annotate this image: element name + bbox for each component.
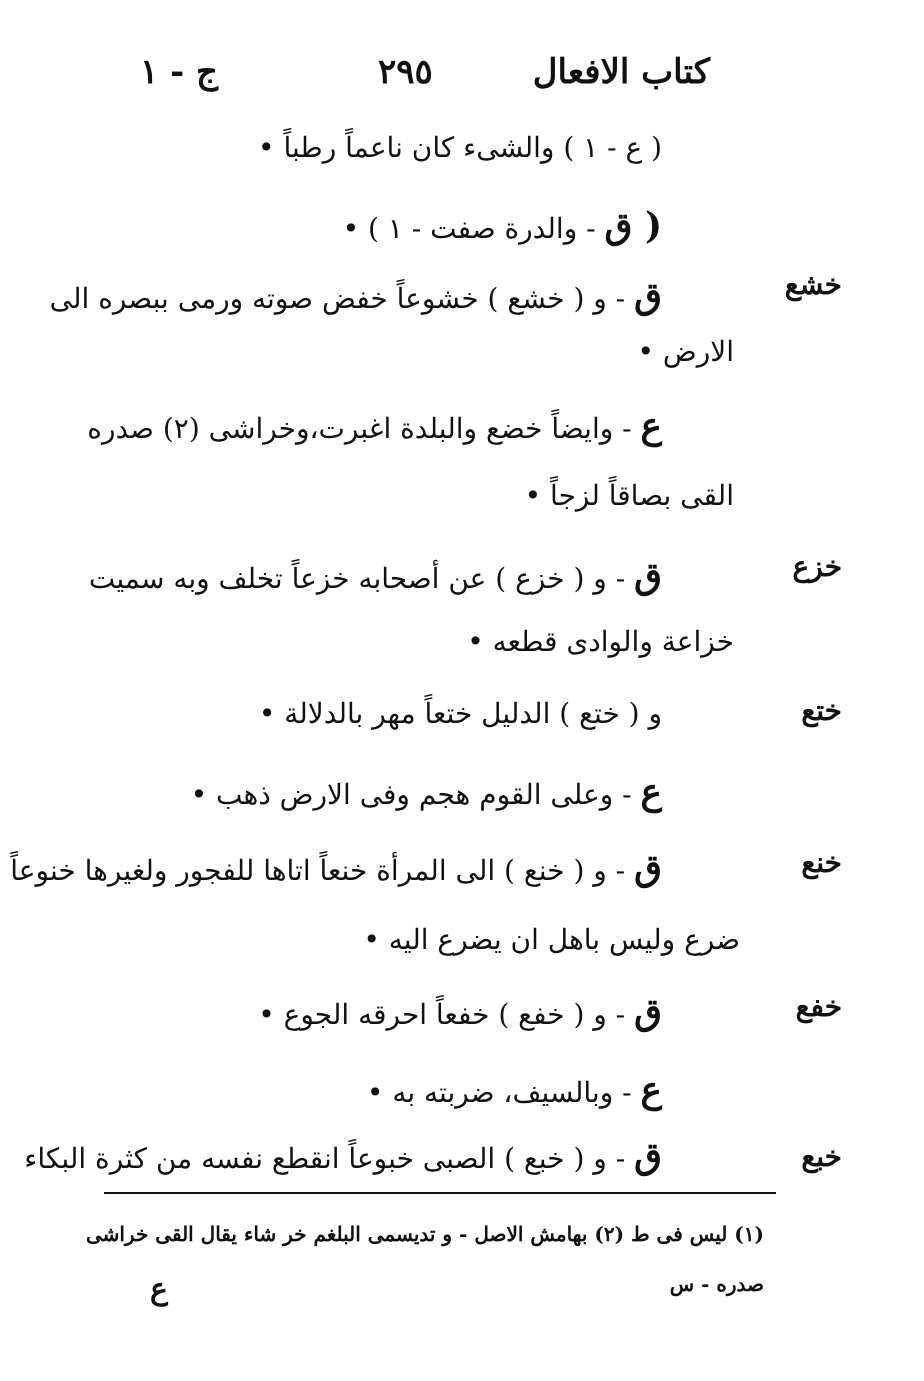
entry-khasha-line-4: القى بصاقاً لزجاً •	[524, 479, 734, 512]
text-line-1: ( ع - ١ ) والشىء كان ناعماً رطباً •	[258, 131, 662, 164]
signature-mark: ع	[150, 1272, 168, 1307]
headword-khasha: خشع	[784, 268, 842, 301]
entry-khataa-line-2	[191, 770, 662, 815]
source-mark: ق	[634, 847, 662, 889]
source-mark: ق	[634, 275, 662, 317]
headword-khafaa: خفع	[795, 990, 842, 1023]
source-mark: ع	[640, 771, 662, 813]
entry-khafaa-line-1	[258, 990, 662, 1035]
entry-khanaa-line-2: ضرع وليس باهل ان يضرع اليه •	[363, 923, 740, 956]
entry-khasha-line-3	[87, 404, 662, 449]
entry-text: - و ( خبع ) الصبى خبوعاً انقطع نفسه من كثرة البكاء	[24, 1142, 626, 1175]
page-number: ٢٩٥	[378, 52, 433, 92]
entry-text: - و ( خفع ) خفعاً احرقه الجوع •	[258, 998, 626, 1031]
text-line-2-rest: - والدرة صفت - ١ ) •	[342, 212, 596, 245]
entry-khasha-line-2: الارض •	[637, 335, 734, 368]
entry-khasha-line-1	[50, 274, 662, 319]
volume-label: ج - ١	[140, 52, 218, 92]
entry-text: - و ( خزع ) عن أصحابه خزعاً تخلف وبه سميت	[88, 562, 626, 595]
entry-text: - وبالسيف، ضربته به •	[366, 1076, 632, 1109]
source-mark: ق	[634, 1135, 662, 1177]
source-mark: ع	[640, 405, 662, 447]
source-mark: ( ق	[604, 205, 662, 247]
entry-khafaa-line-2	[367, 1068, 662, 1113]
headword-khazaa: خزع	[792, 550, 842, 583]
entry-khataa-line-1: و ( ختع ) الدليل ختعاً مهر بالدلالة •	[258, 697, 662, 730]
footnote-divider	[104, 1192, 776, 1194]
entry-text: - وعلى القوم هجم وفى الارض ذهب •	[190, 778, 632, 811]
book-title: كتاب الافعال	[532, 52, 710, 92]
footnote-line-1: (١) ليس فى ط (٢) بهامش الاصل - و تديسمى البلغم خر شاء يقال القى خراشى	[85, 1222, 764, 1246]
headword-khanaa: خنع	[801, 846, 842, 879]
headword-khataa: ختع	[801, 694, 842, 727]
entry-khanaa-line-1	[10, 846, 662, 891]
source-mark: ق	[634, 555, 662, 597]
footnote-line-2: صدره - س	[669, 1272, 764, 1296]
entry-text: - و ( خشع ) خشوعاً خفض صوته ورمى ببصره الى	[49, 282, 626, 315]
entry-text: - وايضاً خضع والبلدة اغبرت،وخراشى (٢) صدره	[87, 412, 632, 445]
entry-text: - و ( خنع ) الى المرأة خنعاً اتاها للفجور ولغيرها خنوعاً	[10, 854, 626, 887]
source-mark: ع	[640, 1069, 662, 1111]
headword-khabaa: خبع	[801, 1140, 842, 1173]
text-line-2	[343, 204, 662, 249]
entry-khazaa-line-2: خزاعة والوادى قطعه •	[467, 625, 734, 658]
source-mark: ق	[634, 991, 662, 1033]
entry-khabaa-line-1	[24, 1134, 662, 1179]
entry-khazaa-line-1	[89, 554, 662, 599]
